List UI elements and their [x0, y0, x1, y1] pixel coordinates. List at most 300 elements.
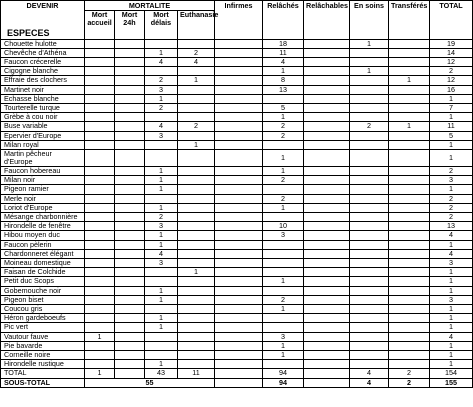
- table-cell: 5: [430, 131, 473, 140]
- table-cell: 7: [430, 103, 473, 112]
- table-cell: 1: [389, 76, 430, 85]
- table-cell: [178, 286, 215, 295]
- total-cell: [215, 369, 263, 378]
- table-cell: [215, 212, 263, 221]
- table-cell: [115, 113, 145, 122]
- total-cell: 4: [350, 369, 389, 378]
- table-cell: [115, 295, 145, 304]
- table-cell: [85, 240, 115, 249]
- table-cell: [178, 240, 215, 249]
- table-cell: 1: [263, 67, 304, 76]
- table-cell: [215, 103, 263, 112]
- table-cell: [115, 332, 145, 341]
- subtotal-infirmes: [215, 378, 263, 387]
- table-cell: [85, 166, 115, 175]
- devenir-header: DEVENIR: [1, 1, 85, 11]
- table-cell: 4: [145, 122, 178, 131]
- species-name: Chevêche d'Athéna: [1, 48, 85, 57]
- table-cell: 11: [430, 122, 473, 131]
- table-cell: 1: [178, 76, 215, 85]
- table-cell: 2: [145, 103, 178, 112]
- table-cell: [215, 185, 263, 194]
- subtotal-transferes: 2: [389, 378, 430, 387]
- table-cell: [304, 131, 350, 140]
- table-cell: [178, 222, 215, 231]
- table-cell: [145, 332, 178, 341]
- species-name: Martinet noir: [1, 85, 85, 94]
- species-name: Corneille noire: [1, 351, 85, 360]
- table-cell: [215, 323, 263, 332]
- total-cell: [115, 369, 145, 378]
- table-cell: [263, 286, 304, 295]
- table-cell: 1: [430, 113, 473, 122]
- table-cell: 3: [430, 176, 473, 185]
- total-cell: 1: [85, 369, 115, 378]
- table-cell: [304, 39, 350, 48]
- table-cell: 1: [430, 314, 473, 323]
- table-cell: [215, 249, 263, 258]
- table-cell: 4: [263, 57, 304, 66]
- col-header-mort-accueil: Mort accueil: [85, 11, 115, 40]
- table-cell: 3: [430, 295, 473, 304]
- total-cell: 2: [389, 369, 430, 378]
- table-cell: [263, 258, 304, 267]
- table-cell: 3: [145, 222, 178, 231]
- table-cell: [304, 360, 350, 369]
- table-cell: 1: [430, 304, 473, 313]
- table-cell: [85, 67, 115, 76]
- table-cell: [215, 149, 263, 166]
- table-cell: [350, 314, 389, 323]
- col-header-relachables: Relâchables: [304, 1, 350, 40]
- table-cell: [389, 314, 430, 323]
- table-cell: [115, 122, 145, 131]
- table-cell: [215, 332, 263, 341]
- table-cell: [215, 314, 263, 323]
- table-cell: 1: [145, 314, 178, 323]
- species-name: Cigogne blanche: [1, 67, 85, 76]
- table-cell: 2: [178, 122, 215, 131]
- table-cell: 3: [263, 231, 304, 240]
- table-cell: [215, 258, 263, 267]
- table-row: [1, 249, 473, 258]
- table-cell: [304, 332, 350, 341]
- table-cell: [115, 249, 145, 258]
- table-cell: 2: [178, 48, 215, 57]
- subtotal-label: SOUS-TOTAL: [1, 378, 85, 387]
- table-cell: [304, 67, 350, 76]
- table-cell: [85, 351, 115, 360]
- table-row: [1, 140, 473, 149]
- table-cell: [215, 351, 263, 360]
- table-cell: [304, 268, 350, 277]
- table-cell: [115, 277, 145, 286]
- table-cell: 3: [145, 85, 178, 94]
- table-cell: 11: [263, 48, 304, 57]
- table-cell: [350, 341, 389, 350]
- table-cell: [115, 304, 145, 313]
- mortalite-header: MORTALITE: [85, 1, 215, 11]
- table-cell: [304, 48, 350, 57]
- total-cell: 94: [263, 369, 304, 378]
- table-row: [1, 258, 473, 267]
- table-cell: [350, 351, 389, 360]
- table-row: [1, 94, 473, 103]
- table-cell: [263, 249, 304, 258]
- table-row: [1, 231, 473, 240]
- table-cell: [350, 295, 389, 304]
- table-cell: [145, 341, 178, 350]
- table-cell: [389, 166, 430, 175]
- table-cell: 1: [350, 67, 389, 76]
- table-cell: [178, 277, 215, 286]
- table-cell: [85, 76, 115, 85]
- table-cell: 13: [263, 85, 304, 94]
- table-cell: [85, 140, 115, 149]
- table-cell: 2: [263, 194, 304, 203]
- table-cell: [85, 268, 115, 277]
- table-row: [1, 67, 473, 76]
- table-cell: [304, 149, 350, 166]
- table-cell: 4: [178, 57, 215, 66]
- table-cell: [115, 212, 145, 221]
- table-cell: 1: [263, 341, 304, 350]
- table-cell: [304, 94, 350, 103]
- table-cell: 2: [430, 67, 473, 76]
- species-name: Tourterelle turque: [1, 103, 85, 112]
- col-header-en-soins: En soins: [350, 1, 389, 40]
- table-cell: 1: [263, 166, 304, 175]
- table-cell: 1: [430, 341, 473, 350]
- table-cell: [389, 351, 430, 360]
- table-cell: [350, 268, 389, 277]
- table-cell: [178, 166, 215, 175]
- species-name: Milan royal: [1, 140, 85, 149]
- table-cell: [304, 122, 350, 131]
- table-cell: [389, 295, 430, 304]
- species-name: Chouette hulotte: [1, 39, 85, 48]
- table-row: [1, 351, 473, 360]
- table-cell: [350, 131, 389, 140]
- table-cell: [389, 103, 430, 112]
- table-cell: [215, 57, 263, 66]
- table-cell: [215, 240, 263, 249]
- table-cell: 5: [263, 103, 304, 112]
- table-cell: 1: [263, 351, 304, 360]
- species-name: Héron gardeboeufs: [1, 314, 85, 323]
- table-cell: [304, 295, 350, 304]
- table-cell: [304, 286, 350, 295]
- table-cell: [215, 39, 263, 48]
- table-cell: [389, 332, 430, 341]
- table-cell: [115, 286, 145, 295]
- table-cell: [389, 194, 430, 203]
- table-row: [1, 48, 473, 57]
- table-cell: [304, 103, 350, 112]
- table-cell: [178, 231, 215, 240]
- table-cell: [85, 131, 115, 140]
- table-cell: 2: [145, 76, 178, 85]
- table-cell: 1: [145, 240, 178, 249]
- table-cell: 1: [263, 149, 304, 166]
- table-cell: [145, 39, 178, 48]
- total-cell: 43: [145, 369, 178, 378]
- table-cell: 13: [430, 222, 473, 231]
- table-cell: [350, 48, 389, 57]
- table-cell: 2: [263, 176, 304, 185]
- table-cell: 1: [350, 39, 389, 48]
- table-cell: [178, 295, 215, 304]
- table-cell: [215, 48, 263, 57]
- table-cell: 3: [263, 332, 304, 341]
- table-row: [1, 341, 473, 350]
- table-cell: [85, 149, 115, 166]
- table-row: [1, 113, 473, 122]
- table-cell: [85, 94, 115, 103]
- table-cell: [350, 194, 389, 203]
- table-cell: [178, 304, 215, 313]
- table-cell: [350, 76, 389, 85]
- table-cell: [304, 203, 350, 212]
- col-header-total: TOTAL: [430, 1, 473, 40]
- table-cell: [215, 176, 263, 185]
- table-cell: [389, 341, 430, 350]
- table-cell: [350, 103, 389, 112]
- species-name: Hibou moyen duc: [1, 231, 85, 240]
- table-row: [1, 295, 473, 304]
- species-name: Loriot d'Europe: [1, 203, 85, 212]
- table-cell: [215, 203, 263, 212]
- table-cell: 8: [263, 76, 304, 85]
- table-cell: [389, 240, 430, 249]
- table-cell: [350, 203, 389, 212]
- table-cell: [215, 268, 263, 277]
- table-cell: [215, 140, 263, 149]
- table-cell: [178, 212, 215, 221]
- table-cell: [350, 277, 389, 286]
- table-row: [1, 76, 473, 85]
- table-cell: [178, 341, 215, 350]
- table-cell: 1: [145, 48, 178, 57]
- table-cell: [304, 249, 350, 258]
- table-cell: 12: [430, 76, 473, 85]
- species-name: Faisan de Colchide: [1, 268, 85, 277]
- table-cell: 1: [178, 140, 215, 149]
- species-name: Mésange charbonnière: [1, 212, 85, 221]
- table-cell: [85, 57, 115, 66]
- species-name: Merle noir: [1, 194, 85, 203]
- species-name: Moineau domestique: [1, 258, 85, 267]
- table-cell: [350, 249, 389, 258]
- col-header-mort-delais: Mort délais: [145, 11, 178, 40]
- table-cell: [178, 85, 215, 94]
- table-row: [1, 194, 473, 203]
- table-cell: [85, 103, 115, 112]
- table-cell: [215, 295, 263, 304]
- table-cell: [389, 85, 430, 94]
- table-cell: 1: [430, 351, 473, 360]
- table-cell: [178, 323, 215, 332]
- species-name: Faucon hobereau: [1, 166, 85, 175]
- species-name: Milan noir: [1, 176, 85, 185]
- total-label: TOTAL: [1, 369, 85, 378]
- table-cell: 1: [145, 94, 178, 103]
- table-cell: [263, 314, 304, 323]
- table-cell: 4: [145, 57, 178, 66]
- table-cell: [389, 48, 430, 57]
- total-cell: [304, 369, 350, 378]
- table-cell: [115, 351, 145, 360]
- subtotal-en-soins: 4: [350, 378, 389, 387]
- table-cell: 2: [430, 203, 473, 212]
- table-cell: 1: [430, 140, 473, 149]
- table-cell: [389, 176, 430, 185]
- table-cell: [85, 323, 115, 332]
- table-cell: [304, 314, 350, 323]
- table-cell: [350, 166, 389, 175]
- table-cell: [178, 314, 215, 323]
- table-cell: [389, 222, 430, 231]
- table-row: [1, 149, 473, 166]
- table-cell: [304, 57, 350, 66]
- table-cell: [178, 103, 215, 112]
- table-cell: [389, 185, 430, 194]
- table-cell: [389, 304, 430, 313]
- table-cell: [304, 222, 350, 231]
- table-cell: [304, 166, 350, 175]
- species-name: Epervier d'Europe: [1, 131, 85, 140]
- table-cell: [85, 85, 115, 94]
- table-cell: [215, 341, 263, 350]
- table-cell: [350, 240, 389, 249]
- table-cell: [85, 295, 115, 304]
- table-cell: [115, 94, 145, 103]
- species-name: Petit duc Scops: [1, 277, 85, 286]
- table-row: [1, 240, 473, 249]
- table-cell: [85, 194, 115, 203]
- table-cell: [85, 222, 115, 231]
- table-cell: [115, 360, 145, 369]
- table-row: [1, 323, 473, 332]
- species-name: Pic vert: [1, 323, 85, 332]
- table-cell: 2: [263, 122, 304, 131]
- table-cell: [115, 203, 145, 212]
- table-cell: [178, 176, 215, 185]
- table-cell: [115, 103, 145, 112]
- table-cell: 1: [145, 231, 178, 240]
- table-cell: [178, 332, 215, 341]
- table-cell: 4: [145, 249, 178, 258]
- table-row: [1, 212, 473, 221]
- table-row: [1, 277, 473, 286]
- table-cell: [389, 212, 430, 221]
- table-cell: [304, 212, 350, 221]
- table-cell: [85, 286, 115, 295]
- table-cell: [115, 314, 145, 323]
- table-cell: [215, 194, 263, 203]
- species-name: Faucon pèlerin: [1, 240, 85, 249]
- table-cell: [115, 85, 145, 94]
- table-cell: [350, 176, 389, 185]
- table-cell: [350, 149, 389, 166]
- table-cell: [85, 314, 115, 323]
- table-cell: [215, 67, 263, 76]
- table-cell: [115, 48, 145, 57]
- table-cell: [389, 277, 430, 286]
- table-cell: 1: [430, 360, 473, 369]
- table-cell: [85, 341, 115, 350]
- table-cell: [215, 131, 263, 140]
- table-cell: [350, 140, 389, 149]
- table-cell: [389, 140, 430, 149]
- table-cell: [389, 323, 430, 332]
- table-cell: [115, 76, 145, 85]
- table-cell: [85, 277, 115, 286]
- col-header-infirmes: Infirmes: [215, 1, 263, 40]
- table-cell: 1: [263, 203, 304, 212]
- table-cell: 2: [263, 295, 304, 304]
- table-cell: [304, 85, 350, 94]
- table-cell: [115, 323, 145, 332]
- table-cell: [350, 323, 389, 332]
- table-cell: 3: [430, 258, 473, 267]
- table-row: [1, 268, 473, 277]
- table-cell: 1: [430, 149, 473, 166]
- table-cell: [145, 149, 178, 166]
- table-cell: [389, 231, 430, 240]
- table-cell: [304, 176, 350, 185]
- species-name: Pigeon biset: [1, 295, 85, 304]
- table-cell: [304, 76, 350, 85]
- subtotal-total: 155: [430, 378, 473, 387]
- table-cell: [304, 231, 350, 240]
- table-cell: 2: [430, 166, 473, 175]
- table-cell: [389, 149, 430, 166]
- table-cell: [263, 323, 304, 332]
- table-cell: [115, 240, 145, 249]
- table-cell: [304, 351, 350, 360]
- table-row: [1, 131, 473, 140]
- table-cell: 14: [430, 48, 473, 57]
- table-cell: 3: [145, 131, 178, 140]
- table-cell: 1: [430, 286, 473, 295]
- table-cell: [350, 332, 389, 341]
- table-row: [1, 85, 473, 94]
- table-cell: [85, 185, 115, 194]
- table-cell: [115, 341, 145, 350]
- table-cell: 3: [145, 258, 178, 267]
- table-cell: [178, 149, 215, 166]
- table-cell: [145, 268, 178, 277]
- table-cell: 4: [430, 249, 473, 258]
- table-cell: [215, 277, 263, 286]
- table-row: [1, 304, 473, 313]
- table-cell: [350, 304, 389, 313]
- table-cell: [178, 185, 215, 194]
- table-cell: [145, 140, 178, 149]
- table-cell: 2: [430, 194, 473, 203]
- table-cell: 1: [430, 185, 473, 194]
- col-header-relaches: Relâchés: [263, 1, 304, 40]
- table-cell: [389, 258, 430, 267]
- table-cell: [145, 277, 178, 286]
- table-row: [1, 176, 473, 185]
- table-cell: 4: [430, 231, 473, 240]
- table-cell: [115, 57, 145, 66]
- subtotal-relaches: 94: [263, 378, 304, 387]
- species-name: Coucou gris: [1, 304, 85, 313]
- table-cell: [304, 185, 350, 194]
